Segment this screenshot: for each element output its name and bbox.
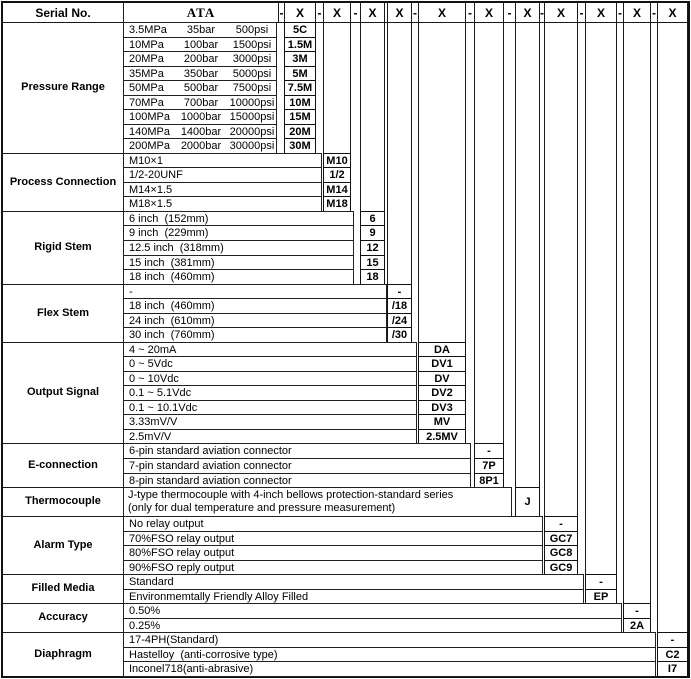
option-description: 100MPa xyxy=(129,111,170,123)
option-description: M14×1.5 xyxy=(129,183,173,196)
option-row xyxy=(123,443,471,459)
option-description: 140MPa xyxy=(129,125,170,138)
option-code: 20M xyxy=(284,124,316,139)
option-description: 10MPa xyxy=(129,38,164,51)
code-column-line xyxy=(544,3,578,575)
option-code: 6 xyxy=(360,211,385,226)
option-row xyxy=(123,225,354,241)
option-description: 50MPa xyxy=(129,82,164,94)
option-code: 5C xyxy=(284,22,316,38)
option-row xyxy=(123,284,387,299)
option-code: 18 xyxy=(360,269,385,285)
option-description: 100bar xyxy=(183,38,219,51)
option-description: 0.1 ~ 10.1Vdc xyxy=(129,401,198,414)
option-row xyxy=(123,371,417,386)
option-row xyxy=(123,589,584,604)
option-row xyxy=(123,647,656,662)
option-code: 3M xyxy=(284,51,316,67)
option-code: 9 xyxy=(360,225,385,241)
code-column-line xyxy=(657,3,688,677)
option-code: DV1 xyxy=(418,356,466,372)
option-description: 1500psi xyxy=(232,38,272,51)
option-row xyxy=(123,80,277,96)
section-label: E-connection xyxy=(28,458,98,471)
header-code-placeholder: X xyxy=(556,5,565,20)
option-row xyxy=(123,37,277,52)
option-description: Hastelloy (anti-corrosive type) xyxy=(129,648,278,661)
option-code: M10 xyxy=(323,153,351,168)
option-description: 30 inch (760mm) xyxy=(129,329,215,341)
option-code: 12 xyxy=(360,240,385,256)
option-description: No relay output xyxy=(129,518,204,530)
option-description: M10×1 xyxy=(129,154,163,167)
option-row xyxy=(123,124,277,139)
option-description: 24 inch (610mm) xyxy=(129,314,215,327)
header-separator-dash: - xyxy=(317,5,322,20)
header-code-placeholder: X xyxy=(523,5,532,20)
code-column-line xyxy=(623,3,651,633)
option-row xyxy=(123,603,622,619)
option-code: MV xyxy=(418,414,466,430)
header-separator-dash: - xyxy=(579,5,584,20)
option-description: 18 inch (460mm) xyxy=(129,300,215,312)
ordering-code-table xyxy=(1,1,690,678)
header-separator-dash: - xyxy=(413,5,417,20)
option-description: 0.25% xyxy=(129,619,161,632)
section-label: Alarm Type xyxy=(33,538,93,551)
option-code: GC8 xyxy=(544,545,578,561)
option-description: 6-pin standard aviation connector xyxy=(129,445,292,457)
option-code: 30M xyxy=(284,138,316,154)
option-description: 6 inch (152mm) xyxy=(129,212,209,225)
option-description: 20000psi xyxy=(229,125,275,138)
option-code: M14 xyxy=(323,182,351,197)
option-description: 10000psi xyxy=(229,96,275,109)
option-description: Inconel718(anti-abrasive) xyxy=(129,663,254,675)
section-label: Rigid Stem xyxy=(34,241,92,253)
option-row xyxy=(123,400,417,415)
option-code: /30 xyxy=(387,327,412,343)
option-description: 0 ~ 10Vdc xyxy=(129,372,179,385)
option-row xyxy=(123,342,417,357)
option-row xyxy=(123,545,543,561)
option-code: 15 xyxy=(360,255,385,270)
option-description: - xyxy=(129,285,133,298)
option-description: 700bar xyxy=(183,96,219,109)
option-row xyxy=(123,269,354,285)
option-row xyxy=(123,327,387,343)
option-description: 70MPa xyxy=(129,96,164,109)
option-description: 200bar xyxy=(183,53,219,65)
option-description: 4 ~ 20mA xyxy=(129,343,177,356)
option-code: - xyxy=(544,516,578,532)
header-code-placeholder: X xyxy=(295,5,304,20)
option-row xyxy=(123,66,277,81)
option-code: GC9 xyxy=(544,560,578,575)
option-description: Standard xyxy=(129,576,174,588)
option-description: 2000bar xyxy=(180,140,222,152)
option-code: DA xyxy=(418,342,466,357)
option-row xyxy=(123,313,387,328)
header-code-placeholder: X xyxy=(484,5,493,20)
option-description: 3000psi xyxy=(232,53,272,65)
option-description: 0 ~ 5Vdc xyxy=(129,358,173,370)
option-code: /24 xyxy=(387,313,412,328)
section-label: Filled Media xyxy=(31,582,95,594)
option-row xyxy=(123,95,277,110)
option-code: 2.5MV xyxy=(418,429,466,444)
option-description: 350bar xyxy=(183,67,219,80)
option-row xyxy=(123,632,656,648)
option-description: 1000bar xyxy=(180,111,222,123)
option-code: 15M xyxy=(284,109,316,125)
option-description: 500psi xyxy=(235,24,269,36)
option-row xyxy=(123,298,387,314)
option-row xyxy=(123,531,543,546)
option-row xyxy=(123,153,322,168)
header-separator-dash: - xyxy=(507,5,512,20)
option-code: 8P1 xyxy=(474,473,504,488)
option-code: - xyxy=(585,574,617,590)
option-row xyxy=(123,618,622,633)
section-label: Output Signal xyxy=(26,386,100,398)
option-description: 1/2-20UNF xyxy=(129,169,183,181)
option-description: 35MPa xyxy=(129,67,164,80)
option-row xyxy=(123,138,277,154)
header-code-placeholder: X xyxy=(632,5,641,20)
option-row xyxy=(123,22,277,38)
option-code: 7P xyxy=(474,458,504,474)
option-description: 15000psi xyxy=(229,111,275,123)
code-column-line xyxy=(515,3,540,517)
option-row xyxy=(123,458,471,474)
option-row xyxy=(123,196,322,212)
option-description: Environmemtally Friendly Alloy Filled xyxy=(129,590,309,603)
option-code: DV3 xyxy=(418,400,466,415)
option-code: - xyxy=(474,443,504,459)
header-separator-dash: - xyxy=(279,5,284,20)
option-description: 17-4PH(Standard) xyxy=(129,634,219,646)
option-code: GC7 xyxy=(544,531,578,546)
option-code: /18 xyxy=(387,298,412,314)
option-code: C2 xyxy=(657,647,688,662)
header-separator-dash: - xyxy=(618,5,622,20)
header-code-placeholder: X xyxy=(596,5,605,20)
series-code-header: ATA xyxy=(124,3,279,22)
option-description: 8-pin standard aviation connector xyxy=(129,474,292,487)
option-row xyxy=(123,414,417,430)
option-row xyxy=(123,429,417,444)
header-code-placeholder: X xyxy=(668,5,677,20)
option-code: M18 xyxy=(323,196,351,212)
header-separator-dash: - xyxy=(353,5,358,20)
option-row xyxy=(123,109,277,125)
option-code: EP xyxy=(585,589,617,604)
option-description: 200MPa xyxy=(129,140,170,152)
option-description: 12.5 inch (318mm) xyxy=(129,242,224,254)
option-code: - xyxy=(623,603,651,619)
option-code: 7.5M xyxy=(284,80,316,96)
header-code-placeholder: X xyxy=(395,5,404,20)
option-description: 9 inch (229mm) xyxy=(129,227,209,239)
option-description: 0.50% xyxy=(129,605,161,617)
option-description: J-type thermocouple with 4-inch bellows protection-standard series xyxy=(128,489,454,501)
header-code-placeholder: X xyxy=(368,5,377,20)
option-description: 3.5MPa xyxy=(129,24,167,36)
option-description: 70%FSO relay output xyxy=(129,532,235,545)
code-column-line xyxy=(585,3,617,604)
option-description: 3.33mV/V xyxy=(129,416,178,428)
option-code: 1.5M xyxy=(284,37,316,52)
option-row xyxy=(123,211,354,226)
option-description: 15 inch (381mm) xyxy=(129,256,215,269)
option-code: 5M xyxy=(284,66,316,81)
section-label: Pressure Range xyxy=(21,81,105,93)
option-description: 80%FSO relay output xyxy=(129,547,235,559)
option-row xyxy=(123,516,543,532)
option-description: 2.5mV/V xyxy=(129,430,172,443)
section-label: Accuracy xyxy=(38,611,88,623)
option-row xyxy=(123,661,656,677)
option-code: 1/2 xyxy=(323,167,351,183)
section-label: Flex Stem xyxy=(37,306,89,319)
option-row xyxy=(123,182,322,197)
option-description: (only for dual temperature and pressure measurement) xyxy=(128,502,396,514)
header-separator-dash: - xyxy=(540,5,544,20)
option-description: 5000psi xyxy=(232,67,272,80)
section-label: Process Connection xyxy=(9,175,117,188)
header-code-placeholder: X xyxy=(437,5,446,20)
option-row xyxy=(123,560,543,575)
header-separator-dash: - xyxy=(652,5,656,20)
section-label: Diaphragm xyxy=(34,647,92,660)
option-code: DV xyxy=(418,371,466,386)
option-row xyxy=(123,385,417,401)
option-row xyxy=(123,240,354,256)
option-description: 20MPa xyxy=(129,53,164,65)
option-row xyxy=(123,574,584,590)
option-row xyxy=(123,51,277,67)
option-code: 10M xyxy=(284,95,316,110)
code-column-line xyxy=(474,3,504,488)
header-code-placeholder: X xyxy=(332,5,341,20)
option-code: DV2 xyxy=(418,385,466,401)
option-code: 2A xyxy=(623,618,651,633)
option-description: 90%FSO reply output xyxy=(129,561,235,574)
option-description: 7-pin standard aviation connector xyxy=(129,460,292,472)
option-code: I7 xyxy=(657,661,688,677)
option-description: 500bar xyxy=(183,82,219,94)
option-description: M18×1.5 xyxy=(129,198,173,210)
option-description: 35bar xyxy=(186,24,216,36)
option-row xyxy=(123,356,417,372)
option-row xyxy=(123,167,322,183)
option-description: 1400bar xyxy=(180,125,222,138)
option-description: 18 inch (460mm) xyxy=(129,271,215,283)
section-label: Thermocouple xyxy=(25,495,101,507)
option-row xyxy=(123,255,354,270)
serial-no-header: Serial No. xyxy=(35,5,91,20)
header-separator-dash: - xyxy=(468,5,472,20)
option-row xyxy=(123,473,471,488)
option-code: - xyxy=(387,284,412,299)
option-description: 0.1 ~ 5.1Vdc xyxy=(129,387,192,399)
option-description: 7500psi xyxy=(232,82,272,94)
option-code: J xyxy=(515,487,540,517)
option-description: 30000psi xyxy=(229,140,275,152)
option-code: - xyxy=(657,632,688,648)
option-row xyxy=(123,487,512,517)
